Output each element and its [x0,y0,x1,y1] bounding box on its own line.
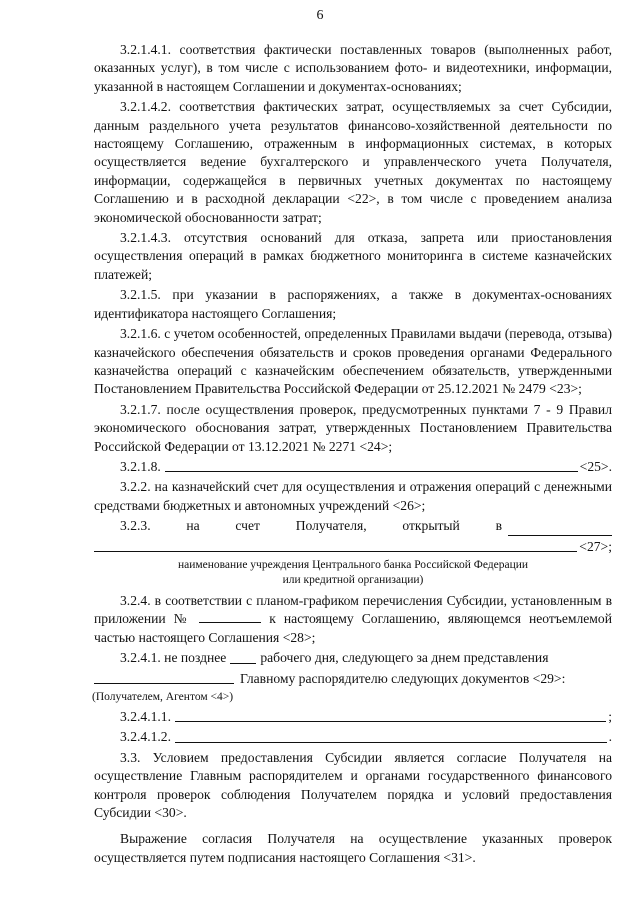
clause-3-3: 3.3. Условием предоставления Субсидии является согласие Получателя на осуществление Главным распорядителем и органами государственного финансового контроля проверок соблюдения Получателем порядка и условий предоставления Субсидии <30>. [94,749,612,821]
clause-3-2-2: 3.2.2. на казначейский счет для осуществления и отражения операций с денежными средствами бюджетных и автономных учреждений <26>; [94,479,612,513]
clause-3-2-1-7: 3.2.1.7. после осуществления проверок, предусмотренных пунктами 7 - 9 Правил экономического обоснования затрат, утвержденных Постановлением Правительства Российской Федерации от 13.12.2021 № 2271 <24>; [94,401,612,454]
clause-3-2-3 [94,517,612,535]
clause-3-2-4-1-cont: Главному распорядителю следующих документов <29>: [94,670,612,688]
bank-name-caption: наименование учреждения Центрального банка Российской Федерации или кредитной организации) [177,558,529,586]
word: на [186,518,200,534]
clause-3-2-1-6: 3.2.1.6. с учетом особенностей, определенных Правилами выдачи (перевода, отзыва) казначейского обеспечения обязательств и сроков проведения органами Федерального казначейства операций с казначейским обеспечением обязательств, утвержденными Постановлением Правительства Российской Федерации от 25.12.2021 № 2479 <23>; [94,326,612,397]
blank-line [175,709,606,722]
page-number: 6 [316,8,324,23]
blank-line [175,730,607,743]
clause-3-2-1-5: 3.2.1.5. при указании в распоряжениях, а также в документах-основаниях идентификатора настоящего Соглашения; [94,287,612,321]
clause-3-2-1-4-2: 3.2.1.4.2. соответствия фактических затрат, осуществляемых за счет Субсидии, данным раздельного учета результатов финансово-хозяйственной деятельности по настоящему Соглашению, отраженным в информационных системах, в которых осуществляется ведение бухгалтерского и управленческого учета Получателя, информации, содержащейся в первичных учетных документах по настоящему Соглашению и в расходной декларации <22>, в том числе с проведением анализа экономической обоснованности затрат; [94,99,612,225]
word: открытый [402,518,460,534]
consent-paragraph: Выражение согласия Получателя на осуществление указанных проверок осуществляется путем подписания настоящего Соглашения <31>. [94,831,612,865]
blank-line [508,523,612,536]
clause-3-2-4-1: 3.2.4.1. не позднее рабочего дня, следующего за днем представления [120,650,549,666]
clause-3-2-1-4-3: 3.2.1.4.3. отсутствия оснований для отказа, запрета или приостановления осуществления операций в рамках бюджетного мониторинга в системе казначейских платежей; [94,230,612,282]
clause-3-2-4-1-2: 3.2.4.1.2. . [120,729,612,745]
bank-name-line [94,538,612,556]
clause-3-2-1-8-label: 3.2.1.8. [120,458,161,474]
blank-line [199,610,261,623]
clause-3-2-1-8 [94,458,612,476]
clause-3-2-4-1-1: 3.2.4.1.1. ; [120,709,612,724]
word: Получателя, [295,518,367,534]
footnote-ref: <27>; [579,538,612,554]
document-body [94,41,612,869]
clause-3-2-3-label: 3.2.3. [120,518,151,534]
blank-line [94,539,577,552]
blank-line [94,671,234,684]
word: в [495,518,502,534]
clause-3-2-1-4-1: 3.2.1.4.1. соответствия фактически поставленных товаров (выполненных работ, оказанных услуг), в том числе с использованием фото- и видеотехники, информации, указанной в настоящем Соглашении и документах-основаниях; [94,42,612,94]
clause-3-2-4: 3.2.4. в соответствии с планом-графиком перечисления Субсидии, установленным в приложении № к настоящему Соглашению, являющемся неотъемлемой частью настоящего Соглашения <28>; [94,592,612,645]
blank-line [165,459,578,472]
footnote-ref: <25>. [579,458,612,474]
word: счет [235,518,260,534]
recipient-label: (Получателем, Агентом <4>) [92,691,234,703]
blank-line [230,651,256,664]
